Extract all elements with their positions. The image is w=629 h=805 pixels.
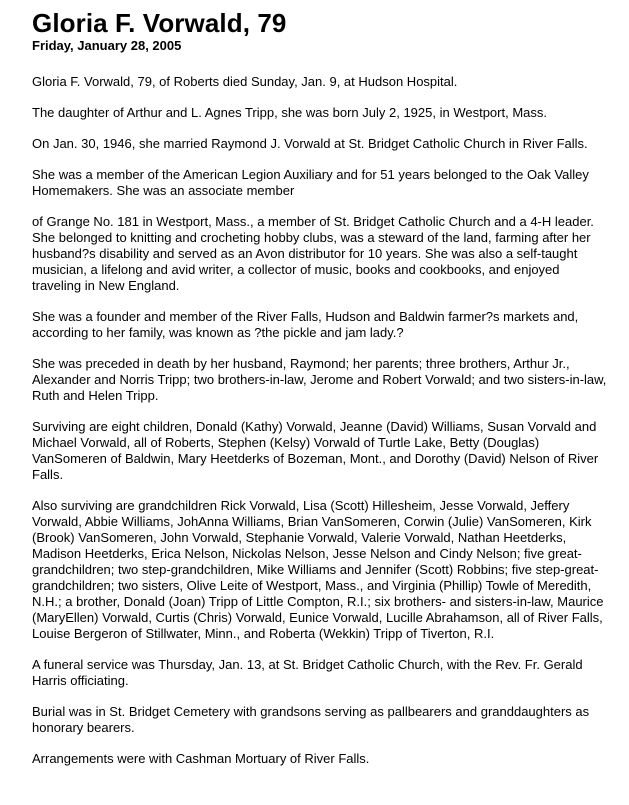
paragraph-birth: The daughter of Arthur and L. Agnes Tripp, she was born July 2, 1925, in Westport, Mass. <box>32 105 547 120</box>
paragraph-marriage: On Jan. 30, 1946, she married Raymond J. Vorwald at St. Bridget Catholic Church in River Falls. <box>32 136 588 151</box>
paragraph-funeral: A funeral service was Thursday, Jan. 13, at St. Bridget Catholic Church, with the Rev. Fr. Gerald Harris officiating. <box>32 657 583 688</box>
paragraph-death-notice: Gloria F. Vorwald, 79, of Roberts died Sunday, Jan. 9, at Hudson Hospital. <box>32 74 458 89</box>
paragraph-burial: Burial was in St. Bridget Cemetery with grandsons serving as pallbearers and granddaughters as honorary bearers. <box>32 704 590 735</box>
paragraph-survivors-children: Surviving are eight children, Donald (Kathy) Vorwald, Jeanne (David) Williams, Susan Vorvald and Michael Vorwald, all of Roberts, Stephen (Kelsy) Vorwald of Turtle Lake, Betty (Douglas) VanSomeren of Baldwin, Mary Heetderks of Bozeman, Mont., and Dorothy (David) Nelson of River Falls. <box>32 419 599 482</box>
paragraph-preceded: She was preceded in death by her husband, Raymond; her parents; three brothers, Arthur Jr., Alexander and Norris Tripp; two brothers-in-law, Jerome and Robert Vorwald; and two sisters-in-law, Ruth and Helen Tripp. <box>32 356 607 403</box>
paragraph-arrangements: Arrangements were with Cashman Mortuary of River Falls. <box>32 751 370 766</box>
paragraph-activities: of Grange No. 181 in Westport, Mass., a member of St. Bridget Catholic Church and a 4-H leader. She belonged to knitting and crocheting hobby clubs, was a steward of the land, farming after her husband?s disability and served as an Avon distributor for 10 years. She was also a self-taught musician, a lifelong and avid writer, a collector of music, books and cookbooks, and enjoyed traveling in New England. <box>32 214 594 293</box>
paragraph-survivors-grandchildren: Also surviving are grandchildren Rick Vorwald, Lisa (Scott) Hillesheim, Jesse Vorwald, Jeffery Vorwald, Abbie Williams, JohAnna Williams, Brian VanSomeren, Corwin (Julie) VanSomeren, Kirk (Brook) VanSomeren, John Vorwald, Stephanie Vorwald, Valerie Vorwald, Nathan Heetderks, Madison Heetderks, Erica Nelson, Nickolas Nelson, Jesse Nelson and Cindy Nelson; five great-grandchildren; two step-grandchildren, Mike Williams and Jennifer (Scott) Robbins; five step-great-grandchildren; two sisters, Olive Leite of Westport, Mass., and Virginia (Phillip) Towle of Meredith, N.H.; a brother, Donald (Joan) Tripp of Little Compton, R.I.; six brothers- and sisters-in-law, Maurice (MaryEllen) Vorwald, Curtis (Chris) Vorwald, Eunice Vorwald, Lucille Abrahamson, all of River Falls, Louise Bergeron of Stillwater, Minn., and Roberta (Wekkin) Tripp of Tiverton, R.I. <box>32 498 604 641</box>
paragraph-markets: She was a founder and member of the River Falls, Hudson and Baldwin farmer?s markets and, according to her family, was known as ?the pickle and jam lady.? <box>32 309 579 340</box>
page-title: Gloria F. Vorwald, 79 <box>32 8 287 38</box>
article-body <box>32 74 617 767</box>
paragraph-memberships: She was a member of the American Legion Auxiliary and for 51 years belonged to the Oak Valley Homemakers. She was an associate member <box>32 167 589 198</box>
publication-date: Friday, January 28, 2005 <box>32 38 182 53</box>
